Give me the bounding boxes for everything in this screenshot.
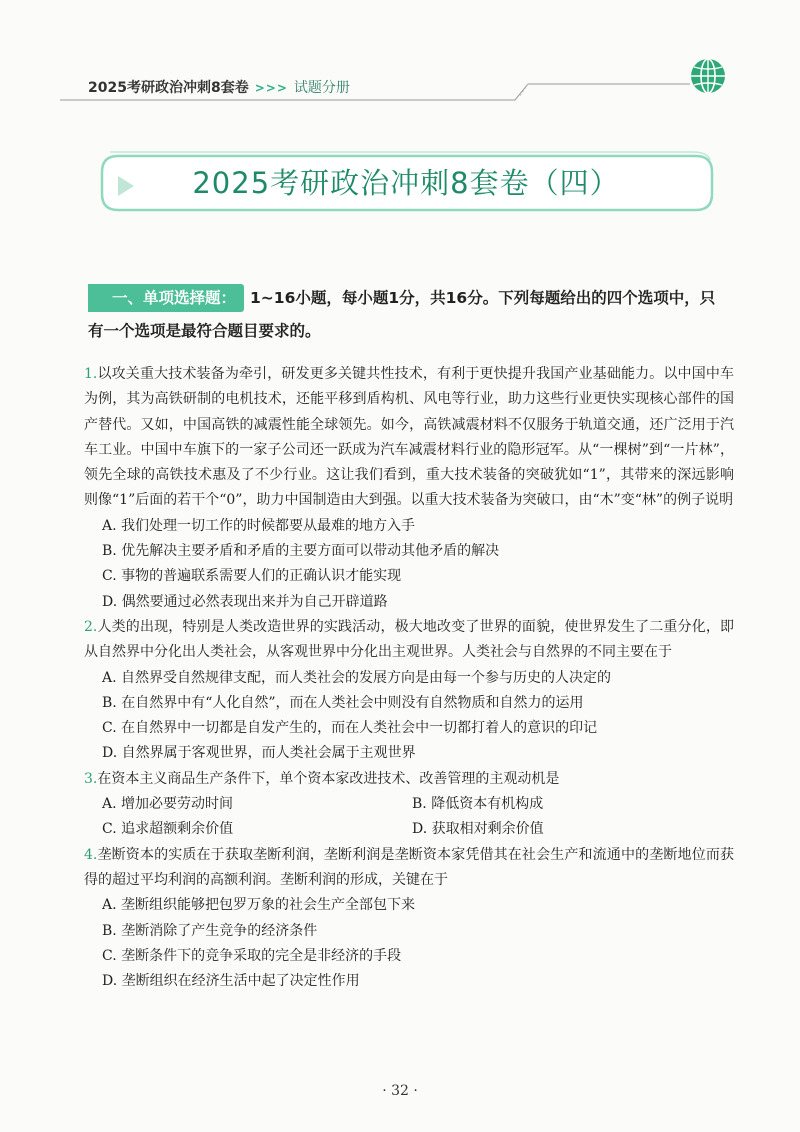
page-header [0, 0, 800, 110]
page-title: 2025考研政治冲刺8套卷（四） [192, 166, 620, 200]
question-1 [84, 362, 734, 615]
option-b: B. 在自然界中有“人化自然”，而在人类社会中则没有自然物质和自然力的运用 [102, 694, 584, 711]
option-a: A. 我们处理一切工作的时候都要从最难的地方入手 [102, 517, 416, 534]
globe-icon [688, 56, 728, 96]
title-banner [96, 150, 716, 216]
option-d: D. 自然界属于客观世界，而人类社会属于主观世界 [102, 745, 416, 762]
option-a: A. 垄断组织能够把包罗万象的社会生产全部包下来 [102, 897, 416, 914]
question-number: 4. [84, 846, 98, 863]
question-text: 以攻关重大技术装备为牵引，研发更多关键共性技术，有利于更快提升我国产业基础能力。以中国中车为例，其为高铁研制的电机技术，还能平移到盾构机、风电等行业，助力这些行业更快实现核心部件的国产替代。又如，中国高铁的减震性能全球领先。如今，高铁减震材料不仅服务于轨道交通，还广泛用于汽车工业。中国中车旗下的一家子公司还一跃成为汽车减震材料行业的隐形冠军。从“一棵树”到“一片林”，领先全球的高铁技术惠及了不少行业。这让我们看到，重大技术装备的突破犹如“1”，其带来的深远影响则像“1”后面的若干个“0”，助力中国制造由大到强。以重大技术装备为突破口，由“木”变“林”的例子说明 [84, 366, 734, 509]
option-b: B. 垄断消除了产生竞争的经济条件 [102, 922, 318, 939]
question-text: 人类的出现，特别是人类改造世界的实践活动，极大地改变了世界的面貌，使世界发生了二重分化，即从自然界中分化出人类社会，从客观世界中分化出主观世界。人类社会与自然界的不同主要在于 [84, 618, 734, 661]
question-text: 在资本主义商品生产条件下，单个资本家改进技术、改善管理的主观动机是 [97, 770, 560, 787]
option-c: C. 事物的普遍联系需要人们的正确认识才能实现 [102, 568, 402, 585]
question-list [84, 362, 734, 994]
question-number: 3. [84, 770, 98, 787]
option-d: D. 偶然要通过必然表现出来并为自己开辟道路 [102, 593, 388, 610]
section-instructions: 1~16小题，每小题1分，共16分。下列每题给出的四个选项中，只有一个选项是最符合题目要求的。 [88, 289, 716, 340]
question-number: 2. [84, 618, 98, 635]
question-number: 1. [84, 366, 98, 382]
section-tag: 一、单项选择题： [88, 284, 244, 312]
option-row [84, 817, 734, 842]
question-stem [84, 843, 734, 894]
option-a: A. 增加必要劳动时间 [102, 796, 234, 813]
question-stem [84, 615, 734, 666]
question-2 [84, 615, 734, 767]
option-row [84, 792, 734, 817]
option-c: C. 追求超额剩余价值 [102, 821, 234, 838]
header-rule [0, 0, 800, 110]
question-text: 垄断资本的实质在于获取垄断利润，垄断利润是垄断资本家凭借其在社会生产和流通中的垄断地位而获得的超过平均利润的高额利润。垄断利润的形成，关键在于 [84, 846, 734, 888]
question-3 [84, 767, 734, 843]
option-b: B. 降低资本有机构成 [412, 796, 544, 813]
option-a: A. 自然界受自然规律支配，而人类社会的发展方向是由每一个参与历史的人决定的 [102, 669, 612, 686]
question-stem [84, 362, 734, 514]
option-b: B. 优先解决主要矛盾和矛盾的主要方面可以带动其他矛盾的解决 [102, 543, 500, 560]
header-section: 试题分册 [293, 80, 350, 96]
option-d: D. 获取相对剩余价值 [412, 821, 544, 838]
section-heading [88, 282, 728, 348]
question-4 [84, 843, 734, 995]
option-d: D. 垄断组织在经济生活中起了决定性作用 [102, 973, 360, 990]
header-book-title: 2025考研政治冲刺8套卷 [88, 80, 249, 96]
header-arrows: >>> [254, 81, 288, 95]
option-c: C. 在自然界中一切都是自发产生的，而在人类社会中一切都打着人的意识的印记 [102, 720, 598, 737]
page-number: · 32 · [382, 1083, 418, 1099]
option-c: C. 垄断条件下的竞争采取的完全是非经济的手段 [102, 947, 402, 964]
question-stem [84, 767, 734, 792]
